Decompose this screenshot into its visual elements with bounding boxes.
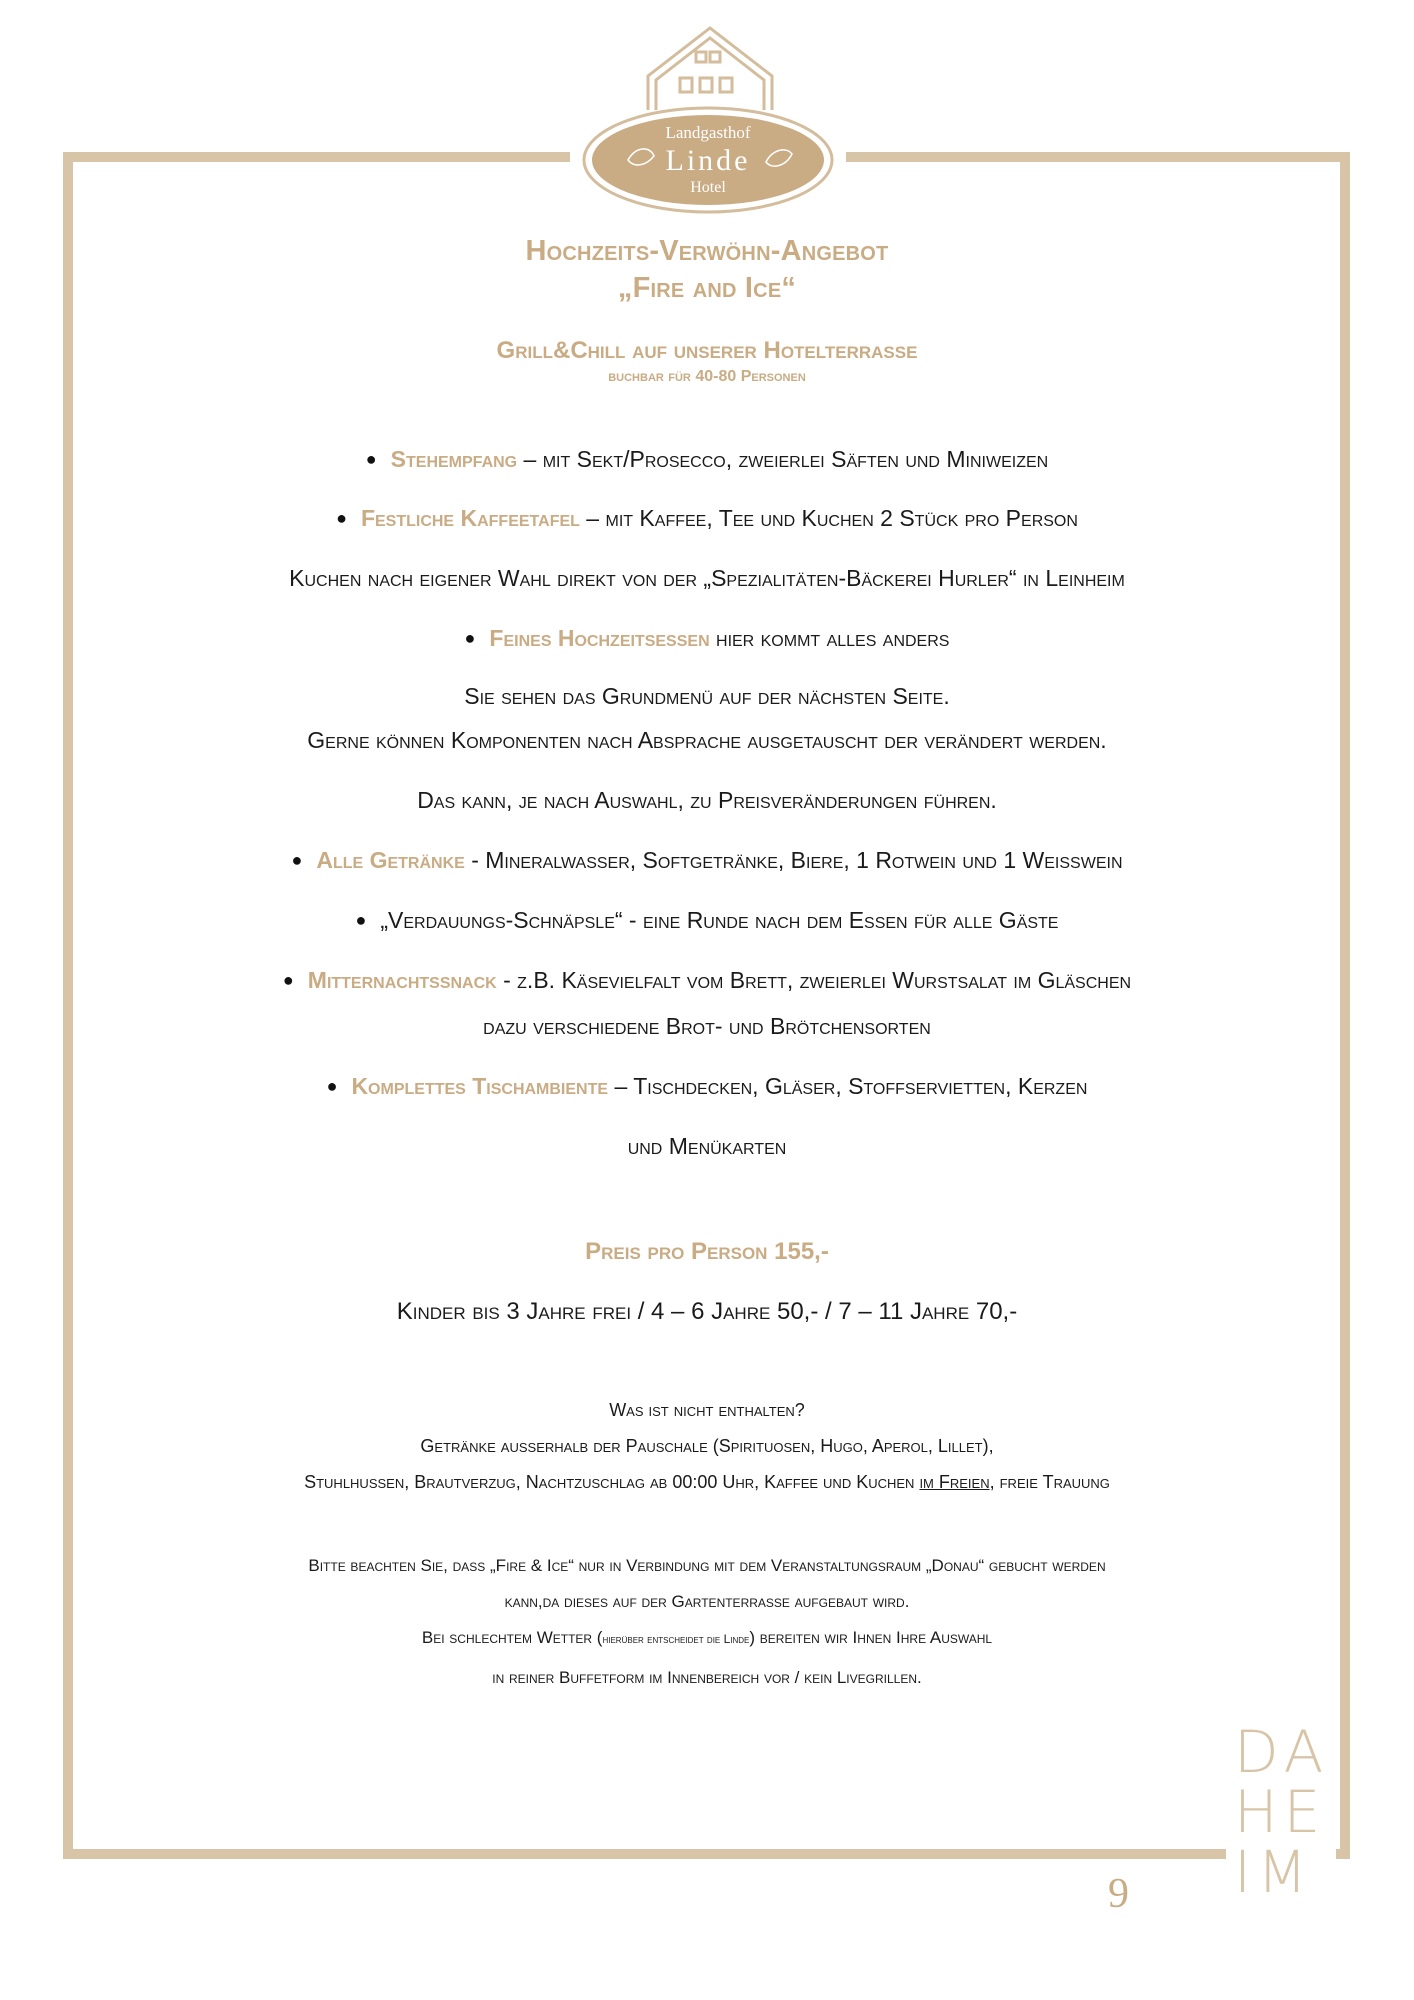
item-text: – Tischdecken, Gläser, Stoffservietten, Kerzen [608, 1073, 1088, 1099]
table-note: und Menükarten [627, 1133, 787, 1159]
item-highlight: Festliche Kaffeetafel [360, 505, 580, 531]
item-text: „Verdauungs-Schnäpsle“ - eine Runde nach dem Essen für alle Gäste [380, 907, 1059, 933]
exclusions-underlined: im Freien [919, 1472, 990, 1492]
item-text: – mit Sekt/Prosecco, zweierlei Säften und Miniweizen [517, 446, 1049, 472]
notice-line-3 [70, 1628, 1344, 1648]
exclusions-line-2 [70, 1472, 1344, 1493]
item-highlight: Alle Getränke [316, 847, 465, 873]
notice-line-1: Bitte beachten Sie, dass „Fire & Ice“ nur in Verbindung mit dem Veranstaltungsraum „Donau“ gebucht werden [308, 1556, 1106, 1575]
list-item-schnaps [70, 907, 1344, 934]
daheim-line-3: IM [1234, 1838, 1314, 1906]
bullet-icon: ● [464, 628, 476, 648]
logo-line1: Landgasthof [665, 123, 751, 142]
item-highlight: Mitternachtssnack [307, 967, 497, 993]
daheim-line-2: HE [1234, 1778, 1327, 1846]
dinner-note-3: Das kann, je nach Auswahl, zu Preisveränderungen führen. [417, 787, 997, 813]
list-item-dinner [70, 625, 1344, 652]
exclusions-text: Stuhlhussen, Brautverzug, Nachtzuschlag ab 00:00 Uhr, Kaffee und Kuchen [304, 1472, 920, 1492]
list-item-drinks [70, 847, 1344, 874]
notice-text: Bei schlechtem Wetter ( [421, 1628, 603, 1647]
list-item-table [70, 1073, 1344, 1100]
dinner-note-2: Gerne können Komponenten nach Absprache ausgetauscht der verändert werden. [307, 727, 1107, 753]
children-prices: Kinder bis 3 Jahre frei / 4 – 6 Jahre 50,- / 7 – 11 Jahre 70,- [396, 1298, 1018, 1325]
logo-line3: Hotel [690, 179, 726, 196]
coffee-note: Kuchen nach eigener Wahl direkt von der „Spezialitäten-Bäckerei Hurler“ in Leinheim [289, 565, 1125, 591]
notice-line-4: in reiner Buffetform im Innenbereich vor / kein Livegrillen. [492, 1668, 922, 1687]
exclusions-line-1: Getränke außerhalb der Pauschale (Spirituosen, Hugo, Aperol, Lillet), [420, 1436, 994, 1456]
capacity-note: buchbar für 40-80 Personen [608, 368, 806, 385]
notice-line-2: kann,da dieses auf der Gartenterrasse aufgebaut wird. [504, 1592, 910, 1611]
dinner-note-1: Sie sehen das Grundmenü auf der nächsten Seite. [464, 683, 950, 709]
notice-small-text: hierüber entscheidet die Linde [602, 1632, 750, 1646]
exclusions-text-end: , freie Trauung [989, 1472, 1110, 1492]
item-highlight: Komplettes Tischambiente [351, 1073, 609, 1099]
bullet-icon: ● [336, 508, 347, 528]
house-icon [648, 28, 772, 110]
logo-line2: Linde [665, 144, 751, 177]
item-text: - Mineralwasser, Softgetränke, Biere, 1 Rotwein und 1 Weißwein [464, 847, 1123, 873]
item-text: - z.B. Käsevielfalt vom Brett, zweierlei Wurstsalat im Gläschen [496, 967, 1132, 993]
list-item-snack [70, 967, 1344, 994]
offer-subtitle: Grill&Chill auf unserer Hotelterrasse [496, 337, 918, 364]
bullet-icon: ● [365, 449, 377, 469]
offer-title-name: „Fire and Ice“ [617, 272, 797, 304]
page-number: 9 [1108, 1871, 1129, 1917]
bullet-icon: ● [326, 1076, 338, 1096]
bullet-icon: ● [355, 910, 367, 930]
item-text: hier kommt alles anders [709, 625, 950, 651]
offer-title: Hochzeits-Verwöhn-Angebot [525, 235, 889, 267]
price-per-person: Preis pro Person 155,- [585, 1238, 829, 1265]
item-text: – mit Kaffee, Tee und Kuchen 2 Stück pro Person [579, 505, 1078, 531]
snack-note: dazu verschiedene Brot- und Brötchensorten [483, 1013, 931, 1039]
list-item-coffee [70, 505, 1344, 532]
daheim-wordmark [1226, 1718, 1336, 1908]
bullet-icon: ● [291, 850, 303, 870]
bullet-icon: ● [282, 970, 294, 990]
daheim-line-1: DA [1234, 1718, 1330, 1786]
exclusions-heading: Was ist nicht enthalten? [609, 1400, 805, 1420]
notice-text-end: ) bereiten wir Ihnen Ihre Auswahl [749, 1628, 993, 1647]
hotel-logo [570, 18, 846, 228]
item-highlight: Feines Hochzeitsessen [489, 625, 710, 651]
item-highlight: Stehempfang [390, 446, 518, 472]
list-item-reception [70, 446, 1344, 473]
